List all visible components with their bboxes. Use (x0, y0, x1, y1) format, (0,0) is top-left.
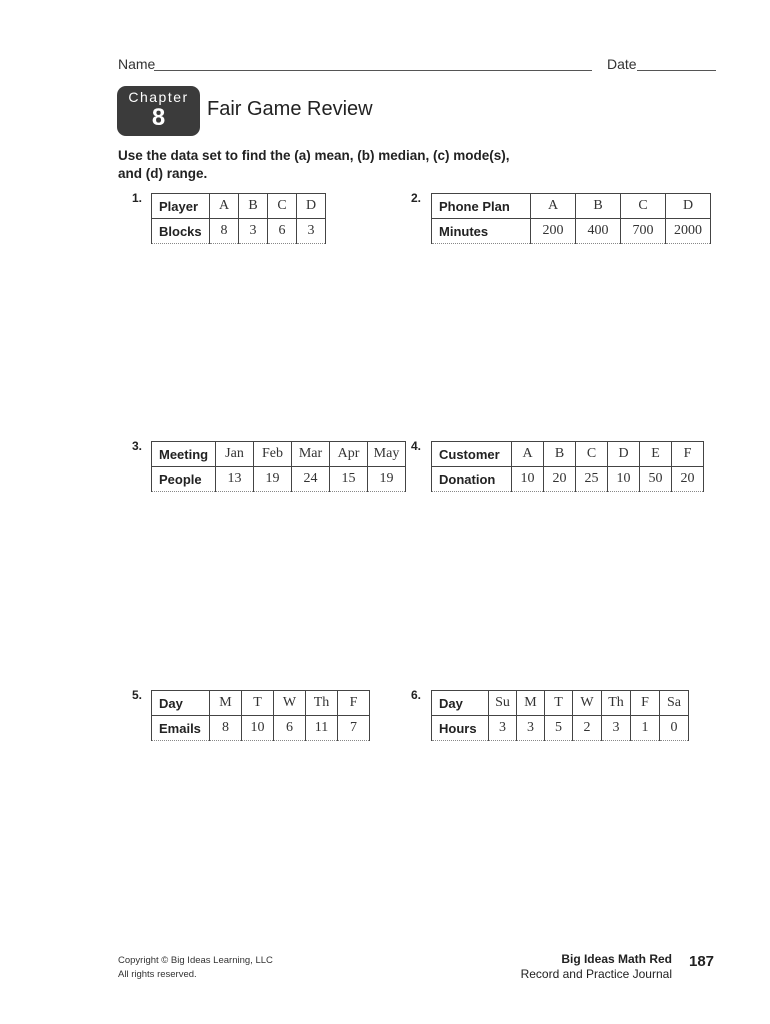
table-cell: 1 (631, 716, 660, 741)
table-cell: 3 (517, 716, 545, 741)
instructions (118, 147, 510, 183)
problem-5-number: 5. (132, 688, 143, 702)
table-row (152, 716, 370, 741)
table-cell: 5 (545, 716, 573, 741)
row-header: Emails (152, 716, 210, 741)
table-row (432, 442, 704, 467)
book-info (521, 952, 672, 982)
table-cell: 3 (297, 219, 326, 244)
table-cell: 19 (368, 467, 406, 492)
problem-1-number: 1. (132, 191, 143, 205)
table-cell: C (621, 194, 666, 219)
problem-2-number: 2. (411, 191, 422, 205)
table-cell: F (631, 691, 660, 716)
table-row (432, 716, 689, 741)
problem-6-number: 6. (411, 688, 422, 702)
table-cell: 3 (239, 219, 268, 244)
table-cell: 25 (576, 467, 608, 492)
table-cell: A (210, 194, 239, 219)
name-label: Name (118, 56, 156, 72)
row-header: Day (152, 691, 210, 716)
table-cell: 19 (254, 467, 292, 492)
row-header: Player (152, 194, 210, 219)
table-row (432, 467, 704, 492)
table-row (432, 691, 689, 716)
table-cell: 20 (544, 467, 576, 492)
table-cell: 50 (640, 467, 672, 492)
table-cell: F (672, 442, 704, 467)
table-cell: T (545, 691, 573, 716)
table-cell: 400 (576, 219, 621, 244)
rights-text: All rights reserved. (118, 969, 197, 980)
page-title: Fair Game Review (207, 98, 373, 120)
copyright-block (118, 954, 273, 982)
table-cell: A (531, 194, 576, 219)
date-label: Date (607, 56, 637, 72)
table-row (432, 219, 711, 244)
row-header: Meeting (152, 442, 216, 467)
table-cell: 700 (621, 219, 666, 244)
table-cell: 15 (330, 467, 368, 492)
table-cell: 6 (268, 219, 297, 244)
row-header: Phone Plan (432, 194, 531, 219)
table-cell: 3 (602, 716, 631, 741)
problem-1-table (151, 193, 326, 244)
row-header: Donation (432, 467, 512, 492)
table-cell: W (274, 691, 306, 716)
problem-5-table (151, 690, 370, 741)
table-cell: 7 (338, 716, 370, 741)
table-cell: 2 (573, 716, 602, 741)
table-row (152, 442, 406, 467)
table-cell: Th (602, 691, 631, 716)
book-subtitle: Record and Practice Journal (520, 967, 672, 981)
row-header: People (152, 467, 216, 492)
chapter-word: Chapter (128, 89, 189, 105)
table-cell: Feb (254, 442, 292, 467)
table-cell: T (242, 691, 274, 716)
row-header: Minutes (432, 219, 531, 244)
table-cell: 11 (306, 716, 338, 741)
table-cell: 13 (216, 467, 254, 492)
table-row (432, 194, 711, 219)
table-cell: Su (489, 691, 517, 716)
row-header: Hours (432, 716, 489, 741)
table-cell: W (573, 691, 602, 716)
copyright-text: Copyright © Big Ideas Learning, LLC (118, 955, 273, 966)
table-cell: 0 (660, 716, 689, 741)
name-line[interactable] (154, 70, 592, 71)
table-row (152, 691, 370, 716)
row-header: Blocks (152, 219, 210, 244)
table-cell: C (268, 194, 297, 219)
table-cell: 8 (210, 716, 242, 741)
table-row (152, 219, 326, 244)
problem-3-table (151, 441, 406, 492)
chapter-number: 8 (151, 104, 166, 131)
table-cell: 10 (512, 467, 544, 492)
table-cell: 8 (210, 219, 239, 244)
table-cell: Apr (330, 442, 368, 467)
table-cell: E (640, 442, 672, 467)
table-cell: B (576, 194, 621, 219)
instruction-line-2: and (d) range. (118, 166, 208, 181)
table-cell: Sa (660, 691, 689, 716)
table-cell: M (517, 691, 545, 716)
chapter-badge (117, 86, 200, 136)
table-cell: May (368, 442, 406, 467)
table-cell: Th (306, 691, 338, 716)
problem-6-table (431, 690, 689, 741)
table-cell: Jan (216, 442, 254, 467)
table-cell: 3 (489, 716, 517, 741)
table-cell: 20 (672, 467, 704, 492)
problem-3-number: 3. (132, 439, 143, 453)
problem-4-table (431, 441, 704, 492)
table-cell: M (210, 691, 242, 716)
table-cell: 2000 (666, 219, 711, 244)
table-cell: Mar (292, 442, 330, 467)
table-row (152, 194, 326, 219)
row-header: Customer (432, 442, 512, 467)
table-cell: D (608, 442, 640, 467)
book-title: Big Ideas Math Red (561, 952, 672, 966)
table-cell: B (239, 194, 268, 219)
table-row (152, 467, 406, 492)
table-cell: 24 (292, 467, 330, 492)
table-cell: 6 (274, 716, 306, 741)
table-cell: C (576, 442, 608, 467)
date-line[interactable] (637, 70, 716, 71)
table-cell: 10 (608, 467, 640, 492)
table-cell: D (666, 194, 711, 219)
problem-4-number: 4. (411, 439, 422, 453)
table-cell: F (338, 691, 370, 716)
table-cell: B (544, 442, 576, 467)
instruction-line-1: Use the data set to find the (a) mean, (b) median, (c) mode(s), (118, 148, 510, 163)
table-cell: D (297, 194, 326, 219)
row-header: Day (432, 691, 489, 716)
table-cell: 200 (531, 219, 576, 244)
table-cell: 10 (242, 716, 274, 741)
table-cell: A (512, 442, 544, 467)
page-number: 187 (689, 953, 715, 970)
problem-2-table (431, 193, 711, 244)
